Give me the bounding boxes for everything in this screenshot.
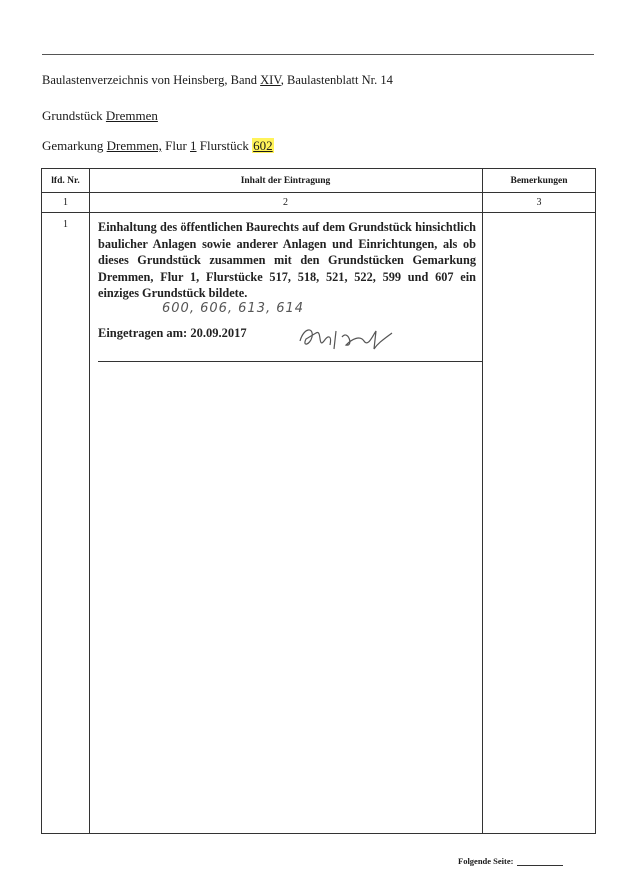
band-number: XIV [260, 73, 281, 87]
plot-value: Dremmen [105, 108, 158, 123]
col-number-2: 2 [283, 197, 288, 208]
entry-content: Einhaltung des öffentlichen Baurechts auf dem Grundstück hinsichtlich baulicher Anlagen sowie anderer Anlagen und Einrichtungen, als ob dieses Grundstück zusammen mit den Grundstücken Gemarkung Dremmen, Flur 1, Flurstücke 517, 518, 521, 522, 599 und 607 ein einziges Grundstück bildete. [98, 220, 476, 300]
flur-value: 1 [190, 138, 197, 153]
district-value: Dremmen, [106, 138, 162, 153]
entry-end-rule [98, 361, 483, 362]
col-header-content: Inhalt der Eintragung [240, 176, 331, 186]
register-table [41, 168, 596, 834]
district-line [42, 138, 274, 154]
handwritten-parcels: 600, 606, 613, 614 [162, 301, 305, 316]
header-divider [42, 192, 595, 193]
col-header-number: lfd. Nr. [51, 176, 80, 186]
column-divider [89, 169, 90, 833]
registration-date: Eingetragen am: 20.09.2017 [98, 326, 247, 340]
plot-label: Grundstück [42, 108, 106, 123]
column-divider [482, 169, 483, 833]
flur-label: Flur [161, 138, 191, 153]
col-header-remarks: Bemerkungen [510, 176, 568, 186]
col-number-1: 1 [63, 197, 68, 208]
number-row-divider [42, 212, 595, 213]
register-title-text: Baulastenverzeichnis von Heinsberg, Band [42, 73, 261, 87]
footer-next-page [458, 856, 563, 866]
footer-label: Folgende Seite: [458, 856, 514, 866]
plot-line [42, 108, 158, 124]
col-number-3: 3 [536, 197, 542, 208]
top-rule [42, 54, 594, 55]
parcel-label: Flurstück [196, 138, 253, 153]
register-sheet-number: , Baulastenblatt Nr. 14 [280, 73, 393, 87]
parcel-value-highlighted: 602 [253, 138, 273, 153]
entry-number: 1 [63, 219, 68, 230]
district-label: Gemarkung [42, 138, 107, 153]
signature-image [292, 319, 402, 355]
register-title [42, 73, 393, 88]
next-page-blank [517, 857, 563, 866]
